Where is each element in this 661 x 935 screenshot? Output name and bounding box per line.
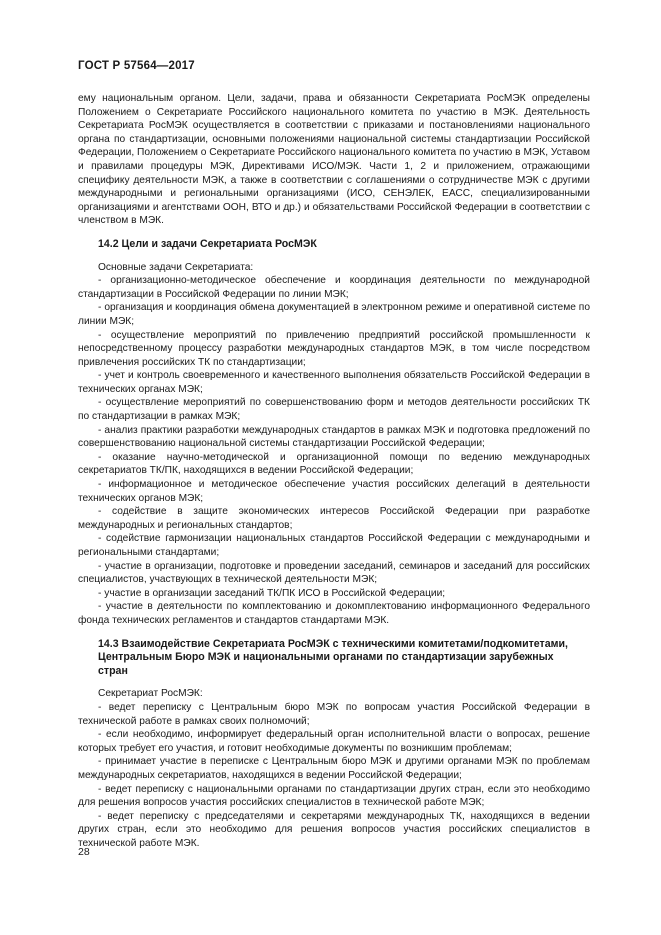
list-item: - принимает участие в переписке с Центральным бюро МЭК и другими органами МЭК по проблемам международных секретариатов, находящихся в ведении Российской Федерации; [78, 756, 590, 781]
document-body [78, 92, 590, 850]
list-item: - организация и координация обмена документацией в электронном режиме и оперативной системе по линии МЭК; [78, 302, 590, 327]
list-item: - ведет переписку с Центральным бюро МЭК по вопросам участия Российской Федерации в технической работе в рамках своих полномочий; [78, 701, 590, 727]
list-item: - осуществление мероприятий по совершенствованию форм и методов деятельности российских ТК по стандартизации в рамках МЭК; [78, 397, 590, 423]
section-14-3-title-line-1: 14.3 Взаимодействие Секретариата РосМЭК с техническими комитетами/подкомитетами, [98, 637, 568, 650]
list-item: - информационное и методическое обеспечение участия российских делегаций в деятельности технических органов МЭК; [78, 479, 590, 504]
section-14-3-title-line-2: Центральным Бюро МЭК и национальными органами по стандартизации зарубежных [98, 651, 554, 664]
list-item: - учет и контроль своевременного и качественного выполнения обязательств Российской Федерации в технических органах МЭК; [78, 370, 590, 395]
list-item: - организационно-методическое обеспечение и координация деятельности по международной стандартизации в Российской Федерации по линии МЭК; [78, 275, 590, 300]
document-header: ГОСТ Р 57564—2017 [78, 60, 195, 72]
page-number: 28 [78, 846, 90, 858]
list-item: - оказание научно-методической и организационной помощи по ведению международных секретариатов ТК/ПК, находящихся в ведении Российской Федерации; [78, 451, 590, 477]
list-item: - ведет переписку с председателями и секретарями международных ТК, находящихся в ведении других стран, если это необходимо для решения вопросов участия российских специалистов в технической работе МЭК. [78, 810, 590, 849]
section-14-3-title-line-3: стран [98, 664, 128, 677]
list-item: - ведет переписку с национальными органами по стандартизации других стран, если это необходимо для решения вопросов участия российских специалистов в технической работе МЭК; [78, 783, 590, 809]
list-item: - участие в организации, подготовке и проведении заседаний, семинаров и заседаний для российских специалистов, участвующих в технической деятельности МЭК; [78, 560, 590, 586]
section-14-2-lead: Основные задачи Секретариата: [98, 261, 254, 273]
list-item: - содействие в защите экономических интересов Российской Федерации при разработке международных и региональных стандартов; [78, 506, 590, 531]
section-14-3-lead: Секретариат РосМЭК: [98, 688, 203, 700]
list-item: - содействие гармонизации национальных стандартов Российской Федерации с международными и региональными стандартами; [78, 533, 590, 558]
list-item: - участие в деятельности по комплектованию и докомплектованию информационного Федерального фонда технических регламентов и стандартов стандартами МЭК. [78, 601, 590, 626]
intro-paragraph: ему национальным органом. Цели, задачи, права и обязанности Секретариата РосМЭК определены Положением о Секретариате Российского национального комитета по участию в МЭК. Деятельность Секретариата РосМЭК осуществляется в соответствии с приказами и постановлениями национального органа по стандартизации, основными положениями национальной системы стандартизации Российской Федерации, Положением о Секретариате Российского национального комитета по участию в МЭК, Уставом и правилами процедуры МЭК, Директивами ИСО/МЭК. Части 1, 2 и приложением, отражающими специфику деятельности МЭК, а также в соответствии с соглашениями о сотрудничестве МЭК с другими международными и региональными организациями (ИСО, СЕНЭЛЕК, ЕАСС, специализированными организациями и агентствами ООН, ВТО и др.) и обязательствами Российской Федерации в соответствии с членством в МЭК. [78, 93, 590, 227]
section-14-2-title: 14.2 Цели и задачи Секретариата РосМЭК [98, 237, 317, 250]
list-item: - участие в организации заседаний ТК/ПК ИСО в Российской Федерации; [98, 587, 446, 599]
list-item: - если необходимо, информирует федеральный орган исполнительной власти о вопросах, решение которых требует его участия, и готовит необходимые документы по возникшим проблемам; [78, 729, 590, 754]
section-14-3-title [78, 638, 590, 679]
list-item: - анализ практики разработки международных стандартов в рамках МЭК и подготовка предложений по совершенствованию национальной системы стандартизации Российской Федерации; [78, 424, 590, 450]
list-item: - осуществление мероприятий по привлечению предприятий российской промышленности к непосредственному процессу разработки международных стандартов МЭК, в том числе посредством привлечения российских ТК по стандартизации; [78, 329, 590, 368]
